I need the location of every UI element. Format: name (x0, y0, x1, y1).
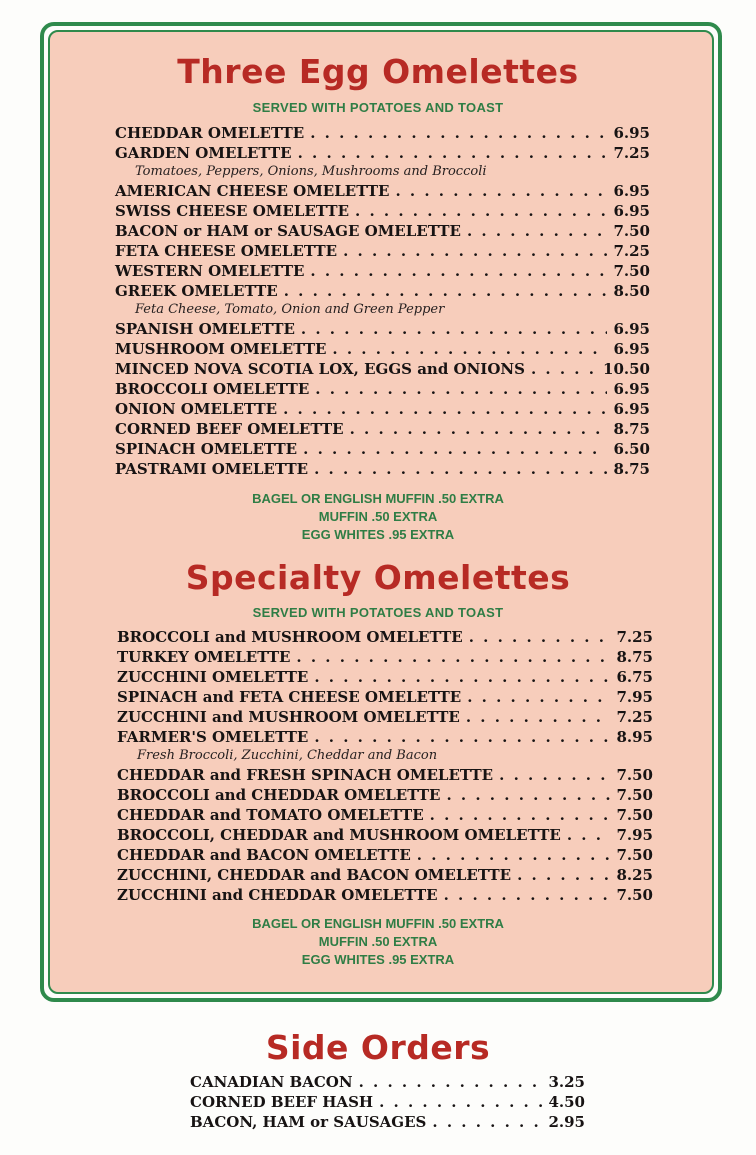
dot-leader (283, 400, 607, 418)
menu-item-price: 8.50 (613, 282, 650, 300)
menu-item-name: BROCCOLI and CHEDDAR OMELETTE (117, 786, 441, 804)
menu-item-price: 7.25 (616, 708, 653, 726)
dot-leader (531, 360, 597, 378)
menu-item-price: 7.25 (616, 628, 653, 646)
menu-item (115, 360, 650, 380)
extra-charge-line: MUFFIN .50 EXTRA (318, 934, 438, 949)
menu-item-name: CORNED BEEF OMELETTE (115, 420, 344, 438)
menu-item-name: CHEDDAR and BACON OMELETTE (117, 846, 411, 864)
specialty-subtitle: SERVED WITH POTATOES AND TOAST (252, 605, 504, 620)
menu-item (117, 688, 653, 708)
menu-item-name: MUSHROOM OMELETTE (115, 340, 327, 358)
dot-leader (379, 1093, 542, 1111)
menu-item-price: 7.50 (616, 846, 653, 864)
menu-item (115, 202, 650, 222)
menu-item-price: 6.50 (613, 440, 650, 458)
dot-leader (298, 144, 608, 162)
menu-item (117, 806, 653, 826)
menu-item (117, 708, 653, 728)
menu-item-name: CANADIAN BACON (190, 1073, 353, 1091)
dot-leader (467, 688, 610, 706)
three-egg-extras (0, 490, 756, 544)
menu-item (115, 282, 650, 302)
menu-item-name: CORNED BEEF HASH (190, 1093, 374, 1111)
dot-leader (469, 628, 611, 646)
menu-item-price: 7.95 (616, 826, 653, 844)
dot-leader (517, 866, 610, 884)
menu-item-price: 7.50 (616, 766, 653, 784)
dot-leader (310, 262, 607, 280)
dot-leader (315, 380, 607, 398)
extra-charge-line: BAGEL OR ENGLISH MUFFIN .50 EXTRA (252, 916, 504, 931)
menu-item (117, 846, 653, 866)
menu-item-price: 6.95 (613, 320, 650, 338)
menu-item-price: 8.25 (616, 866, 653, 884)
menu-item-price: 6.95 (613, 124, 650, 142)
dot-leader (314, 668, 610, 686)
menu-item-name: CHEDDAR and FRESH SPINACH OMELETTE (117, 766, 494, 784)
menu-item-name: SWISS CHEESE OMELETTE (115, 202, 350, 220)
menu-item (117, 728, 653, 748)
dot-leader (303, 440, 607, 458)
side-orders-title: Side Orders (265, 1028, 491, 1067)
menu-item-price: 6.95 (613, 182, 650, 200)
menu-item-price: 7.50 (616, 806, 653, 824)
menu-item (115, 420, 650, 440)
extra-charge-line: BAGEL OR ENGLISH MUFFIN .50 EXTRA (252, 491, 504, 506)
menu-item-name: ONION OMELETTE (115, 400, 278, 418)
menu-item (117, 786, 653, 806)
menu-item-name: ZUCCHINI, CHEDDAR and BACON OMELETTE (117, 866, 512, 884)
dot-leader (314, 460, 607, 478)
menu-item-name: SPINACH OMELETTE (115, 440, 298, 458)
dot-leader (432, 1113, 542, 1131)
menu-item-price: 2.95 (548, 1113, 585, 1131)
menu-item-name: MINCED NOVA SCOTIA LOX, EGGS and ONIONS (115, 360, 525, 378)
menu-item (115, 124, 650, 144)
dot-leader (343, 242, 607, 260)
dot-leader (444, 886, 611, 904)
dot-leader (417, 846, 611, 864)
menu-item-name: BROCCOLI OMELETTE (115, 380, 310, 398)
menu-item (117, 628, 653, 648)
side-orders-item-list (190, 1073, 585, 1133)
menu-item-price: 8.75 (613, 460, 650, 478)
menu-item-name: BROCCOLI, CHEDDAR and MUSHROOM OMELETTE (117, 826, 561, 844)
menu-item-name: BACON or HAM or SAUSAGE OMELETTE (115, 222, 461, 240)
dot-leader (567, 826, 611, 844)
menu-item-price: 10.50 (603, 360, 650, 378)
specialty-extras (0, 915, 756, 969)
menu-item-name: WESTERN OMELETTE (115, 262, 305, 280)
menu-item-name: PASTRAMI OMELETTE (115, 460, 309, 478)
menu-item (115, 440, 650, 460)
menu-item-price: 7.25 (613, 144, 650, 162)
menu-item-name: FETA CHEESE OMELETTE (115, 242, 338, 260)
dot-leader (332, 340, 607, 358)
specialty-title: Specialty Omelettes (185, 558, 571, 597)
dot-leader (430, 806, 611, 824)
menu-item-name: SPINACH and FETA CHEESE OMELETTE (117, 688, 462, 706)
menu-item (115, 242, 650, 262)
menu-item-name: CHEDDAR OMELETTE (115, 124, 305, 142)
dot-leader (499, 766, 610, 784)
menu-item (115, 144, 650, 164)
dot-leader (359, 1073, 543, 1091)
menu-item-name: ZUCCHINI and MUSHROOM OMELETTE (117, 708, 460, 726)
menu-item-name: GARDEN OMELETTE (115, 144, 292, 162)
menu-item-name: AMERICAN CHEESE OMELETTE (115, 182, 390, 200)
menu-item (117, 826, 653, 846)
menu-item-name: ZUCCHINI OMELETTE (117, 668, 309, 686)
menu-item-description: Fresh Broccoli, Zucchini, Cheddar and Bacon (137, 748, 438, 763)
menu-item-name: BROCCOLI and MUSHROOM OMELETTE (117, 628, 463, 646)
menu-item (115, 262, 650, 282)
menu-item-price: 4.50 (548, 1093, 585, 1111)
menu-item (117, 668, 653, 688)
menu-item (190, 1093, 585, 1113)
menu-item (115, 222, 650, 242)
menu-item-price: 6.75 (616, 668, 653, 686)
dot-leader (314, 728, 610, 746)
menu-item-description: Feta Cheese, Tomato, Onion and Green Pepper (135, 302, 445, 317)
menu-item (115, 320, 650, 340)
dot-leader (350, 420, 608, 438)
menu-item-price: 7.95 (616, 688, 653, 706)
menu-item-price: 7.50 (616, 886, 653, 904)
three-egg-item-list (115, 124, 650, 480)
menu-item-price: 6.95 (613, 202, 650, 220)
menu-item (117, 866, 653, 886)
extra-charge-line: EGG WHITES .95 EXTRA (301, 952, 455, 967)
menu-item-price: 3.25 (548, 1073, 585, 1091)
three-egg-subtitle: SERVED WITH POTATOES AND TOAST (252, 100, 504, 115)
menu-item-name: FARMER'S OMELETTE (117, 728, 309, 746)
menu-item-price: 8.75 (613, 420, 650, 438)
menu-item-price: 7.50 (616, 786, 653, 804)
menu-item-name: GREEK OMELETTE (115, 282, 278, 300)
dot-leader (446, 786, 610, 804)
dot-leader (301, 320, 608, 338)
dot-leader (466, 708, 611, 726)
extra-charge-line: MUFFIN .50 EXTRA (318, 509, 438, 524)
menu-item-price: 6.95 (613, 380, 650, 398)
menu-item-price: 8.75 (616, 648, 653, 666)
dot-leader (296, 648, 610, 666)
menu-item-name: ZUCCHINI and CHEDDAR OMELETTE (117, 886, 438, 904)
menu-item (115, 340, 650, 360)
menu-item (190, 1073, 585, 1093)
dot-leader (310, 124, 607, 142)
dot-leader (355, 202, 607, 220)
three-egg-title: Three Egg Omelettes (177, 52, 579, 91)
menu-item-name: TURKEY OMELETTE (117, 648, 291, 666)
dot-leader (284, 282, 608, 300)
extra-charge-line: EGG WHITES .95 EXTRA (301, 527, 455, 542)
menu-item (115, 380, 650, 400)
menu-item-name: CHEDDAR and TOMATO OMELETTE (117, 806, 424, 824)
menu-item (117, 648, 653, 668)
menu-item (117, 886, 653, 906)
menu-item-name: BACON, HAM or SAUSAGES (190, 1113, 427, 1131)
menu-item-price: 8.95 (616, 728, 653, 746)
menu-item (115, 460, 650, 480)
menu-item-price: 7.50 (613, 262, 650, 280)
dot-leader (395, 182, 607, 200)
menu-item-price: 6.95 (613, 400, 650, 418)
menu-item-price: 6.95 (613, 340, 650, 358)
menu-item (115, 182, 650, 202)
menu-item-price: 7.25 (613, 242, 650, 260)
specialty-item-list (117, 628, 653, 906)
dot-leader (467, 222, 608, 240)
menu-item-name: SPANISH OMELETTE (115, 320, 295, 338)
menu-item-price: 7.50 (613, 222, 650, 240)
menu-item-description: Tomatoes, Peppers, Onions, Mushrooms and Broccoli (135, 164, 487, 179)
menu-item (117, 766, 653, 786)
menu-item (115, 400, 650, 420)
menu-item (190, 1113, 585, 1133)
